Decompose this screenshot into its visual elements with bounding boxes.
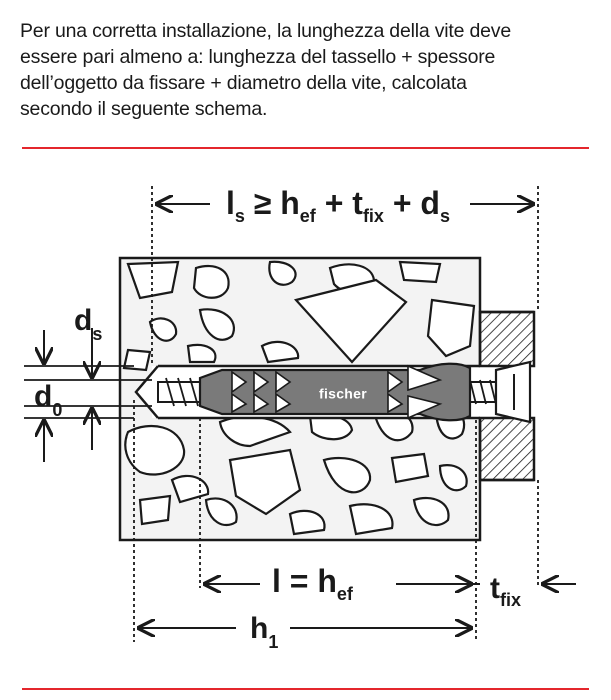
h1-dimension [138,612,472,652]
installation-diagram [0,150,611,690]
l-hef-label: $l = h_{ef}$ [272,563,353,604]
ls-dimension [156,185,534,226]
intro-text [20,18,590,122]
d0-label: $d_0$ [34,380,63,420]
intro-line-1: Per una corretta installazione, la lunghezza della vite deve [20,20,511,42]
h1-label: $h_1$ [250,612,279,652]
l-hef-dimension [204,563,472,604]
ds-label: $d_s$ [74,304,103,344]
intro-line-4: secondo il seguente schema. [20,98,268,120]
tfix-dimension [472,572,576,610]
bottom-divider [22,688,589,690]
tfix-label: $t_{fix}$ [490,572,522,610]
intro-line-2: essere pari almeno a: lunghezza del tassello + spessore [20,46,496,68]
ls-formula-label: $l_s \ge h_{ef} + t_{fix} + d_s$ [226,185,450,226]
fischer-brand-label: fischer [318,385,368,402]
top-divider [22,147,589,149]
intro-line-3: dell’oggetto da fissare + diametro della vite, calcolata [20,72,467,94]
dowel [200,364,470,421]
